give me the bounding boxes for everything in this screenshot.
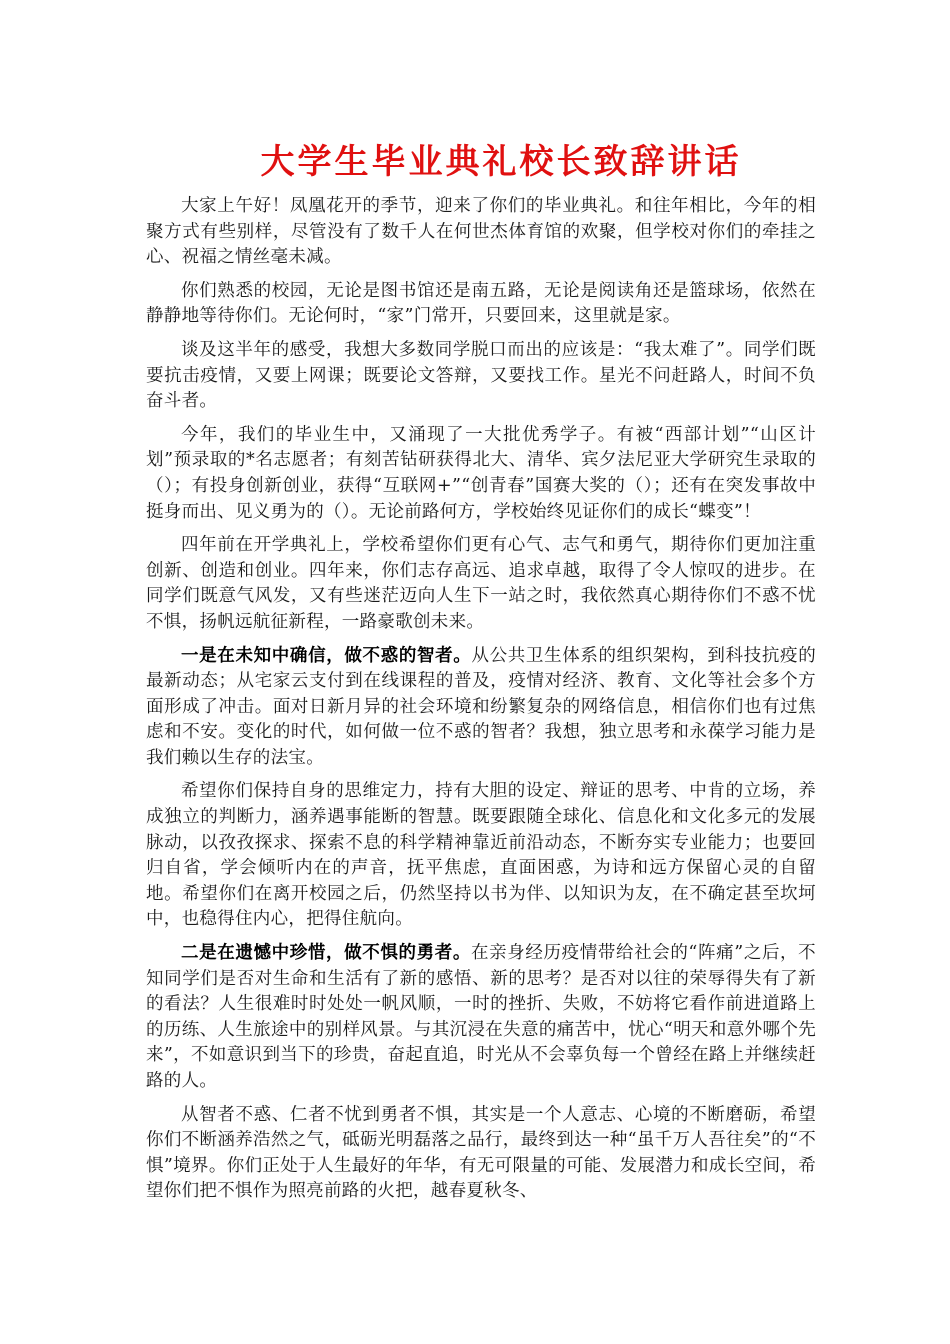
paragraph — [146, 533, 816, 635]
paragraph — [146, 941, 816, 1095]
paragraph-text: 从智者不惑、仁者不忧到勇者不惧，其实是一个人意志、心境的不断磨砺，希望你们不断涵养浩然之气，砥砺光明磊落之品行，最终到达一种“虽千万人吾往矣”的“不惧”境界。你们正处于人生最好的年华，有无可限量的可能、发展潜力和成长空间，希望你们把不惧作为照亮前路的火把，越春夏秋冬、 — [146, 1104, 816, 1202]
document-title: 大学生毕业典礼校长致辞讲话 — [260, 142, 742, 182]
paragraph-text: 四年前在开学典礼上，学校希望你们更有心气、志气和勇气，期待你们更加注重创新、创造和创业。四年来，你们志存高远、追求卓越，取得了令人惊叹的进步。在同学们既意气风发，又有些迷茫迈向人生下一站之时，我依然真心期待你们不惑不忧不惧，扬帆远航征新程，一路豪歌创未来。 — [146, 535, 816, 632]
paragraph-text: 从公共卫生体系的组织架构，到科技抗疫的最新动态；从宅家云支付到在线课程的普及，疫情对经济、教育、文化等社会多个方面形成了冲击。面对日新月异的社会环境和纷繁复杂的网络信息，相信你们也有过焦虑和不安。变化的时代，如何做一位不惑的智者？我想，独立思考和永葆学习能力是我们赖以生存的法宝。 — [146, 645, 816, 768]
paragraph — [146, 338, 816, 415]
paragraph — [146, 279, 816, 330]
paragraph — [146, 194, 816, 271]
paragraph-text: 谈及这半年的感受，我想大多数同学脱口而出的应该是：“我太难了”。同学们既要抗击疫情，又要上网课；既要论文答辩，又要找工作。星光不问赶路人，时间不负奋斗者。 — [146, 339, 816, 412]
section-heading: 一是在未知中确信，做不惑的智者。 — [181, 645, 472, 666]
paragraph-text: 今年，我们的毕业生中，又涌现了一大批优秀学子。有被“西部计划”“山区计划”预录取的*名志愿者；有刻苦钻研获得北大、清华、宾夕法尼亚大学研究生录取的（）；有投身创新创业，获得“互联网+”“创青春”国赛大奖的（）；还有在突发事故中挺身而出、见义勇为的（）。无论前路何方，学校始终见证你们的成长“蝶变”！ — [146, 424, 816, 522]
paragraph — [146, 423, 816, 525]
section-heading: 二是在遗憾中珍惜，做不惧的勇者。 — [181, 943, 471, 964]
paragraph-text: 希望你们保持自身的思维定力，持有大胆的设定、辩证的思考、中肯的立场，养成独立的判断力，涵养遇事能断的智慧。既要跟随全球化、信息化和文化多元的发展脉动，以孜孜探求、探索不息的科学精神靠近前沿动态，不断夯实专业能力；也要回归自省，学会倾听内在的声音，抚平焦虑，直面困惑，为诗和远方保留心灵的自留地。希望你们在离开校园之后，仍然坚持以书为伴、以知识为友，在不确定甚至坎坷中，也稳得住内心，把得住航向。 — [146, 781, 816, 930]
paragraph-text: 你们熟悉的校园，无论是图书馆还是南五路，无论是阅读角还是篮球场，依然在静静地等待你们。无论何时，“家”门常开，只要回来，这里就是家。 — [146, 280, 816, 327]
paragraph — [146, 779, 816, 933]
paragraph — [146, 644, 816, 772]
paragraph — [146, 1103, 816, 1205]
paragraph-text: 大家上午好！凤凰花开的季节，迎来了你们的毕业典礼。和往年相比，今年的相聚方式有些别样，尽管没有了数千人在何世杰体育馆的欢聚，但学校对你们的牵挂之心、祝福之情丝毫未减。 — [146, 196, 816, 268]
paragraph-text: 在亲身经历疫情带给社会的“阵痛”之后，不知同学们是否对生命和生活有了新的感悟、新的思考？是否对以往的荣辱得失有了新的看法？人生很难时时处处一帆风顺，一时的挫折、失败，不妨将它看作前进道路上的历练、人生旅途中的别样风景。与其沉浸在失意的痛苦中，忧心“明天和意外哪个先来”，不如意识到当下的珍贵，奋起直追，时光从不会辜负每一个曾经在路上并继续赶路的人。 — [146, 943, 816, 1091]
document-page — [146, 140, 816, 1213]
